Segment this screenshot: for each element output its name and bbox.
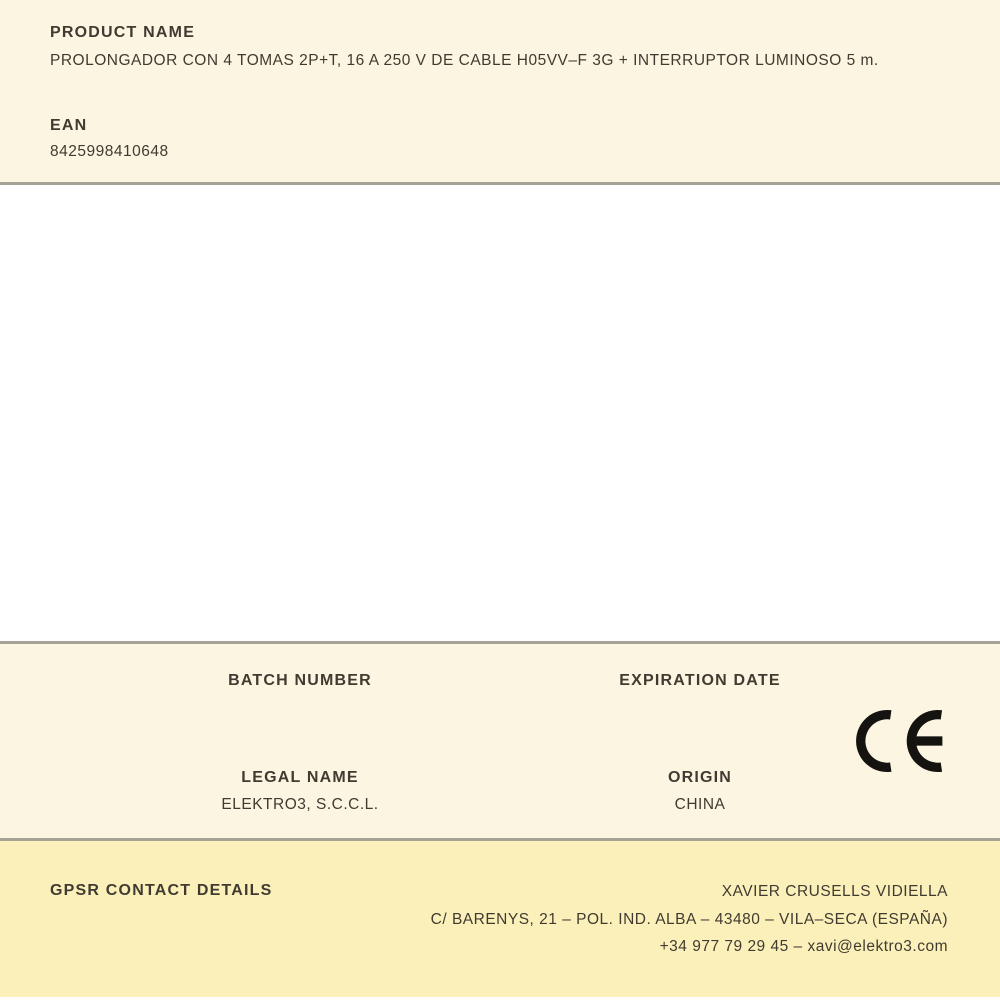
compliance-row-batch-expiration — [100, 672, 900, 699]
origin-cell — [500, 769, 900, 814]
legal-name-cell — [100, 769, 500, 814]
product-name-label: PRODUCT NAME — [50, 24, 196, 41]
legal-name-label: LEGAL NAME — [241, 769, 359, 786]
gpsr-footer-section — [0, 841, 1000, 997]
batch-number-label: BATCH NUMBER — [228, 672, 372, 689]
origin-value: CHINA — [674, 796, 726, 813]
gpsr-contact-block — [431, 878, 948, 961]
batch-number-cell — [100, 672, 500, 699]
product-image-area — [0, 185, 1000, 641]
contact-address: C/ BARENYS, 21 – POL. IND. ALBA – 43480 – VILA–SECA (ESPAÑA) — [430, 910, 948, 928]
origin-label: ORIGIN — [667, 769, 733, 786]
ean-value: 8425998410648 — [50, 143, 169, 160]
ean-label: EAN — [50, 117, 88, 134]
compliance-grid — [100, 672, 900, 814]
expiration-date-label: EXPIRATION DATE — [619, 672, 781, 689]
compliance-section — [0, 641, 1000, 841]
gpsr-contact-details-label: GPSR CONTACT DETAILS — [50, 882, 273, 899]
product-header-section — [0, 0, 1000, 185]
contact-name: XAVIER CRUSELLS VIDIELLA — [721, 883, 948, 900]
contact-phone-email: +34 977 79 29 45 – xavi@elektro3.com — [659, 938, 948, 955]
ce-mark-icon — [856, 710, 943, 772]
legal-name-value: ELEKTRO3, S.C.C.L. — [221, 796, 379, 813]
product-name-value: PROLONGADOR CON 4 TOMAS 2P+T, 16 A 250 V DE CABLE H05VV–F 3G + INTERRUPTOR LUMINOSO 5 m. — [50, 52, 879, 69]
compliance-row-legal-origin — [100, 769, 900, 814]
expiration-date-cell — [500, 672, 900, 699]
